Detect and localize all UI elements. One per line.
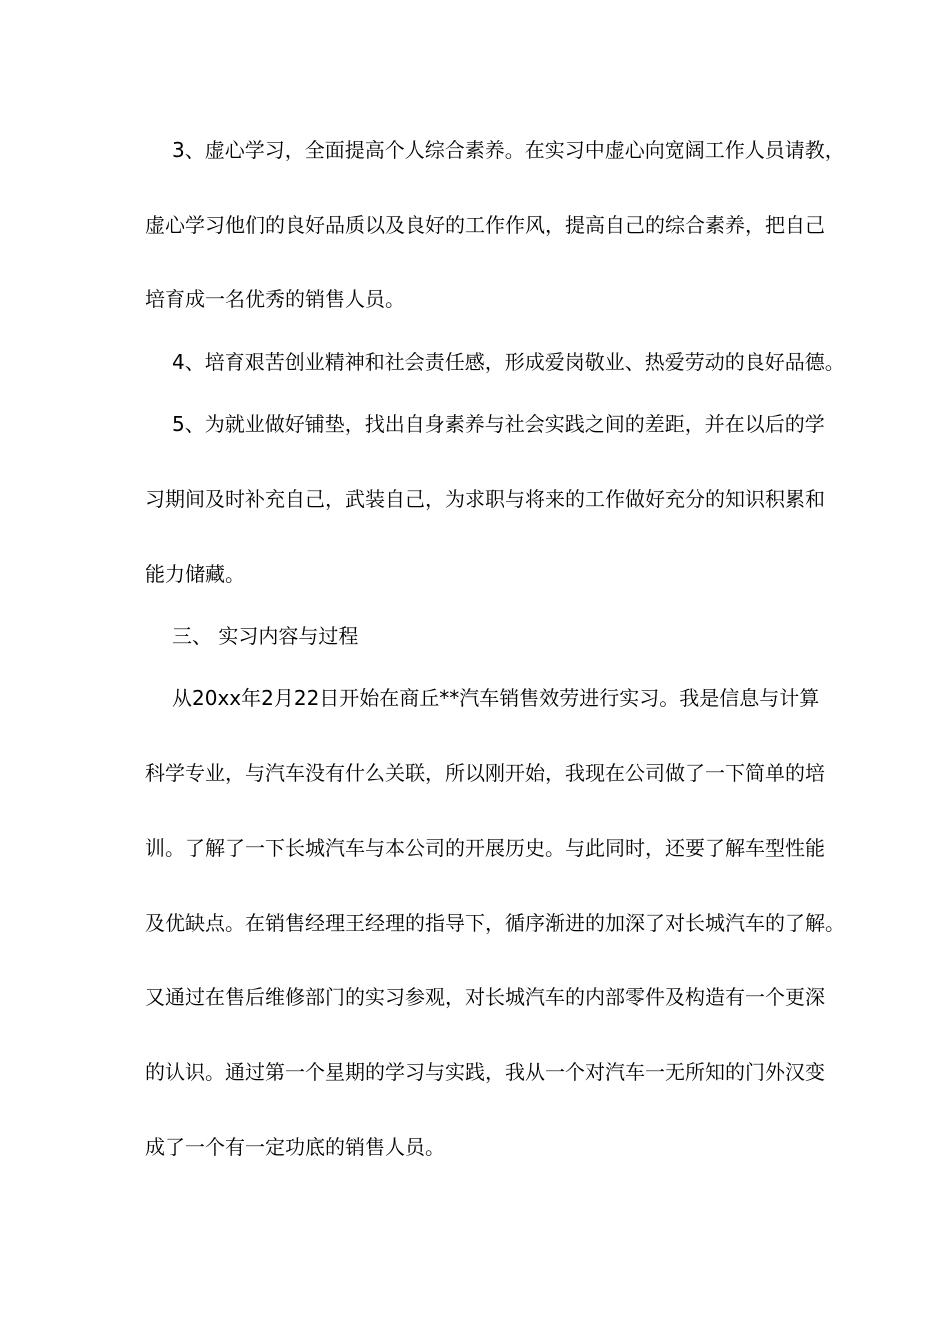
paragraph-5-line-1: 5、为就业做好铺垫，找出自身素养与社会实践之间的差距，并在以后的学	[172, 412, 825, 436]
section-heading: 三、 实习内容与过程	[172, 624, 359, 648]
paragraph-6-line-2: 科学专业，与汽车没有什么关联，所以刚开始，我现在公司做了一下简单的培	[145, 761, 825, 785]
paragraph-3-line-3: 培育成一名优秀的销售人员。	[145, 287, 405, 311]
paragraph-6-line-4: 及优缺点。在销售经理王经理的指导下，循序渐进的加深了对长城汽车的了解。	[145, 911, 845, 935]
paragraph-6-line-6: 的认识。通过第一个星期的学习与实践，我从一个对汽车一无所知的门外汉变	[145, 1060, 825, 1084]
paragraph-4-line-1: 4、培育艰苦创业精神和社会责任感，形成爱岗敬业、热爱劳动的良好品德。	[172, 350, 845, 374]
paragraph-6-line-3: 训。了解了一下长城汽车与本公司的开展历史。与此同时，还要了解车型性能	[145, 836, 825, 860]
paragraph-6-line-1: 从20xx年2月22日开始在商丘**汽车销售效劳进行实习。我是信息与计算	[172, 686, 820, 710]
paragraph-6-line-5: 又通过在售后维修部门的实习参观，对长城汽车的内部零件及构造有一个更深	[145, 985, 825, 1009]
paragraph-5-line-2: 习期间及时补充自己，武装自己，为求职与将来的工作做好充分的知识积累和	[145, 487, 825, 511]
paragraph-3-line-2: 虚心学习他们的良好品质以及良好的工作作风，提高自己的综合素养，把自己	[145, 213, 825, 237]
paragraph-3-line-1: 3、虚心学习，全面提高个人综合素养。在实习中虚心向宽阔工作人员请教，	[172, 138, 845, 162]
paragraph-5-line-3: 能力储藏。	[145, 562, 245, 586]
paragraph-6-line-7: 成了一个有一定功底的销售人员。	[145, 1135, 445, 1159]
